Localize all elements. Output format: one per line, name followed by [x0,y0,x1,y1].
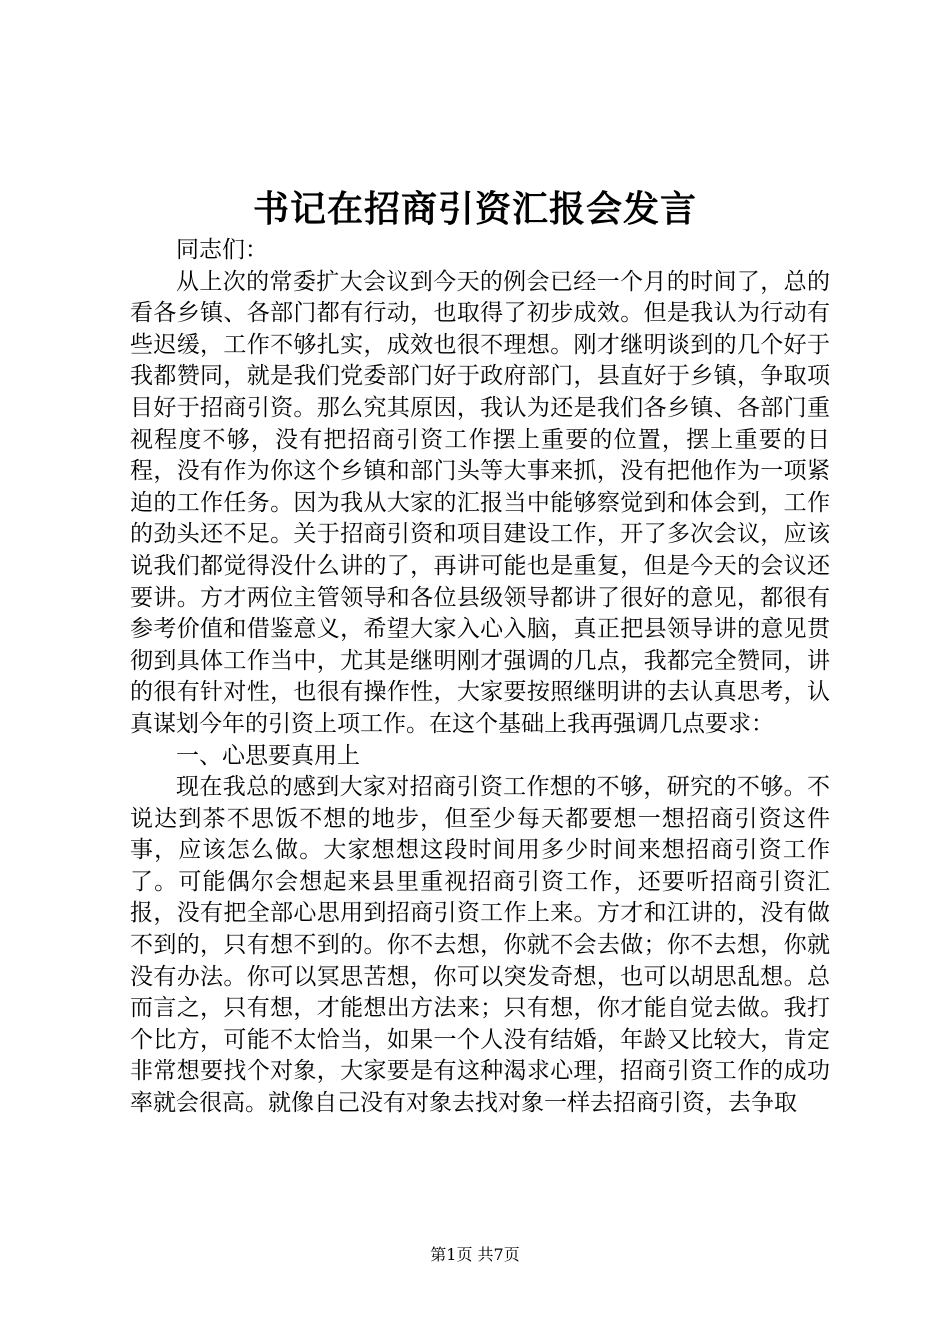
section-heading: 一、心思要真用上 [176,742,360,769]
page-number: 第1页 共7页 [430,1245,520,1264]
salutation: 同志们： [176,237,268,263]
body-paragraph: 现在我总的感到大家对招商引资工作想的不够，研究的不够。不说达到茶不思饭不想的地步，但至少每天都要想一想招商引资这件事，应该怎么做。大家想想这段时间用多少时间来想招商引资工作了。可能偶尔会想起来县里重视招商引资工作，还要听招商引资汇报，没有把全部心思用到招商引资工作上来。方才和江讲的，没有做不到的，只有想不到的。你不去想，你就不会去做；你不去想，你就没有办法。你可以冥思苦想，你可以突发奇想，也可以胡思乱想。总而言之，只有想，才能想出方法来；只有想，你才能自觉去做。我打个比方，可能不太恰当，如果一个人没有结婚，年龄又比较大，肯定非常想要找个对象，大家要是有这种渴求心理，招商引资工作的成功率就会很高。就像自己没有对象去找对象一样去招商引资，去争取 [130,774,830,1117]
document-body [130,235,830,1120]
body-paragraph: 从上次的常委扩大会议到今天的例会已经一个月的时间了，总的看各乡镇、各部门都有行动，也取得了初步成效。但是我认为行动有些迟缓，工作不够扎实，成效也很不理想。刚才继明谈到的几个好于我都赞同，就是我们党委部门好于政府部门，县直好于乡镇，争取项目好于招商引资。那么究其原因，我认为还是我们各乡镇、各部门重视程度不够，没有把招商引资工作摆上重要的位置，摆上重要的日程，没有作为你这个乡镇和部门头等大事来抓，没有把他作为一项紧迫的工作任务。因为我从大家的汇报当中能够察觉到和体会到，工作的劲头还不足。关于招商引资和项目建设工作，开了多次会议，应该说我们都觉得没什么讲的了，再讲可能也是重复，但是今天的会议还要讲。方才两位主管领导和各位县级领导都讲了很好的意见，都很有参考价值和借鉴意义，希望大家入心入脑，真正把县领导讲的意见贯彻到具体工作当中，尤其是继明刚才强调的几点，我都完全赞同，讲的很有针对性，也很有操作性，大家要按照继明讲的去认真思考，认真谋划今年的引资上项工作。在这个基础上我再强调几点要求： [130,268,830,737]
document-title: 书记在招商引资汇报会发言 [252,188,697,230]
